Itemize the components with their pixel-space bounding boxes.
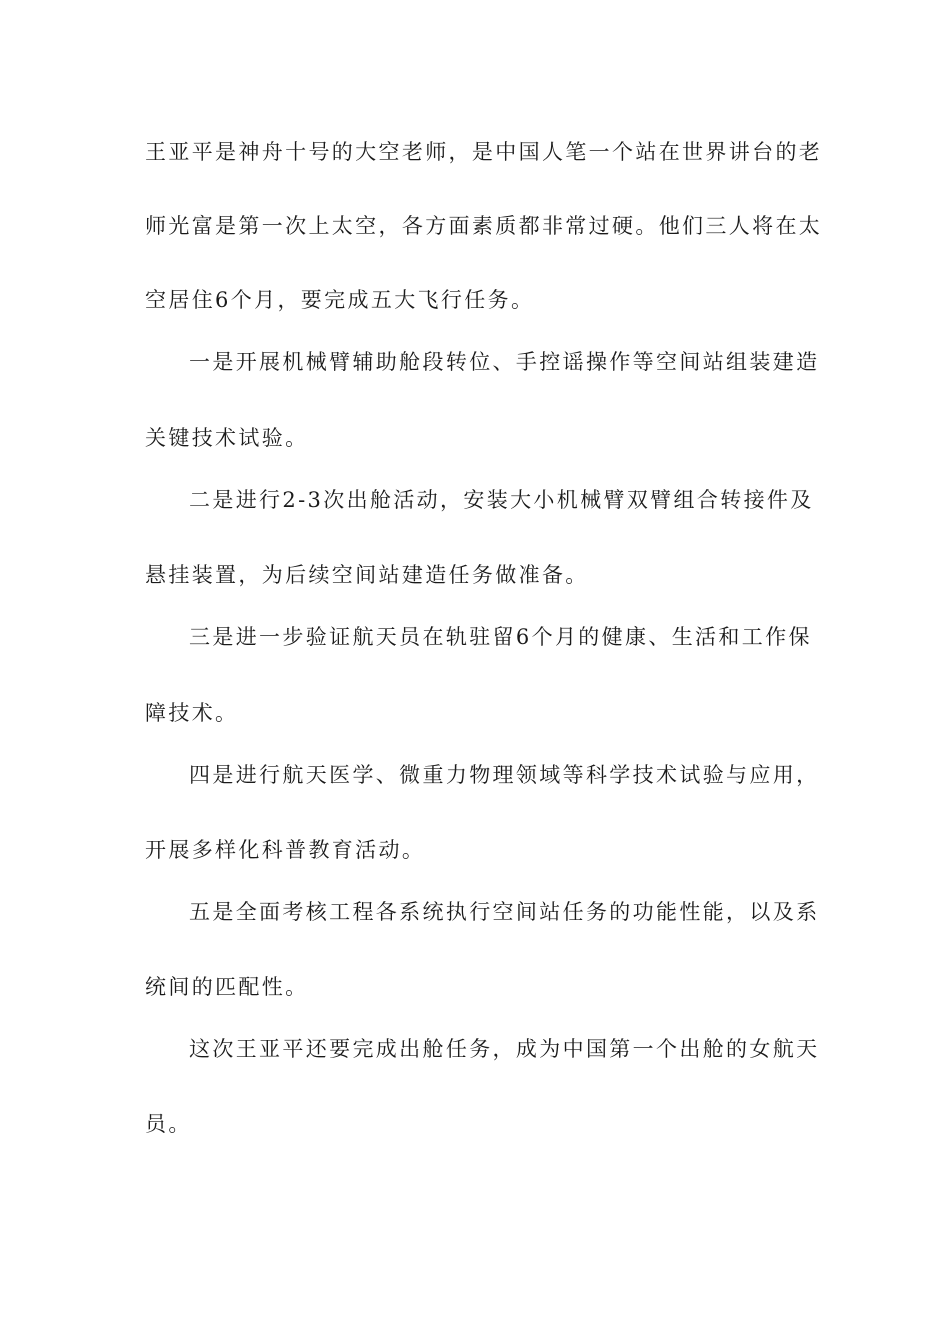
line-text: 悬挂装置，为后续空间站建造任务做准备。 (145, 563, 589, 587)
text-line (0, 206, 950, 246)
line-text: 关键技术试验。 (145, 426, 309, 450)
line-text: 这次王亚平还要完成出舱任务，成为中国第一个出舱的女航天 (189, 1037, 820, 1061)
paragraph-first-line (0, 617, 950, 657)
line-text: 三是进一步验证航天员在轨驻留6个月的健康、生活和工作保 (189, 625, 812, 649)
text-line (0, 555, 950, 595)
line-text: 障技术。 (145, 701, 239, 725)
text-line (0, 967, 950, 1007)
paragraph-first-line (0, 342, 950, 382)
text-line (0, 132, 950, 172)
line-text: 员。 (145, 1112, 192, 1136)
line-text: 师光富是第一次上太空，各方面素质都非常过硬。他们三人将在太 (145, 214, 823, 238)
line-text: 四是进行航天医学、微重力物理领域等科学技术试验与应用， (189, 763, 820, 787)
text-line (0, 1104, 950, 1144)
text-line (0, 280, 950, 320)
line-text: 王亚平是神舟十号的大空老师，是中国人笔一个站在世界讲台的老 (145, 140, 823, 164)
paragraph-first-line (0, 1029, 950, 1069)
text-line (0, 418, 950, 458)
line-text: 开展多样化科普教育活动。 (145, 838, 426, 862)
paragraph-first-line (0, 480, 950, 520)
line-text: 一是开展机械臂辅助舱段转位、手控谣操作等空间站组装建造 (189, 350, 820, 374)
line-text: 五是全面考核工程各系统执行空间站任务的功能性能，以及系 (189, 900, 820, 924)
text-line (0, 693, 950, 733)
paragraph-first-line (0, 755, 950, 795)
line-text: 空居住6个月，要完成五大飞行任务。 (145, 288, 535, 312)
line-text: 二是进行2-3次出舱活动，安装大小机械臂双臂组合转接件及 (189, 488, 814, 512)
line-text: 统间的匹配性。 (145, 975, 309, 999)
text-line (0, 830, 950, 870)
paragraph-first-line (0, 892, 950, 932)
